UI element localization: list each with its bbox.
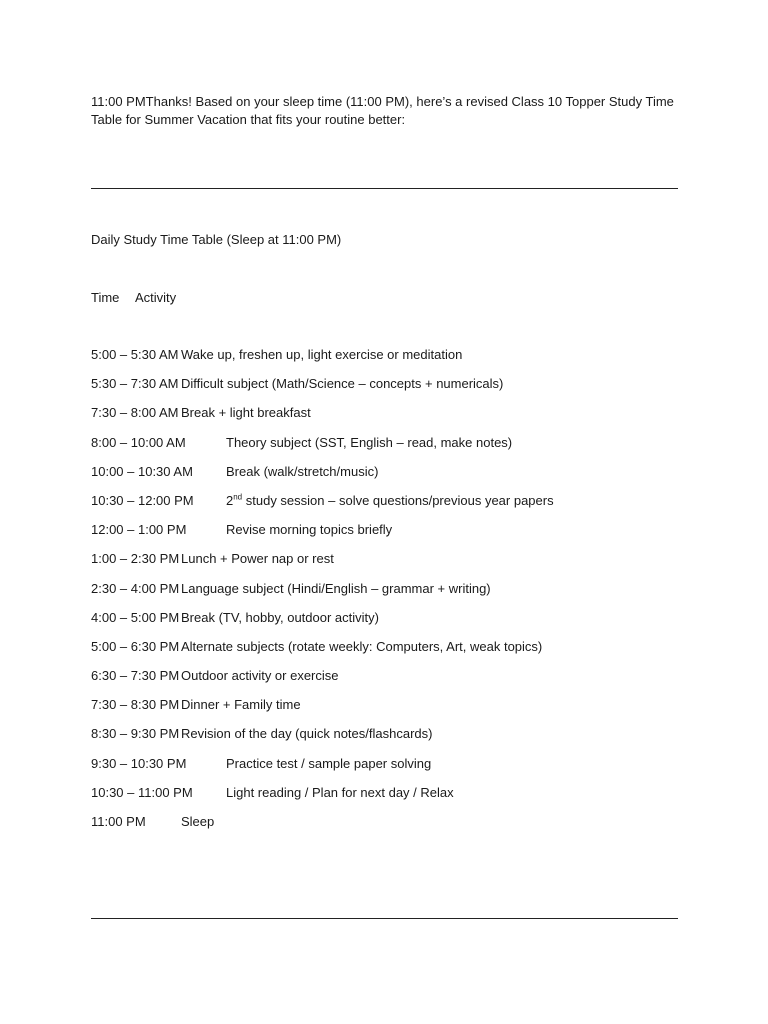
timetable-row <box>91 404 691 433</box>
row-time: 2:30 – 4:00 PM <box>91 580 180 596</box>
row-time: 5:30 – 7:30 AM <box>91 376 179 392</box>
row-time: 8:30 – 9:30 PM <box>91 726 180 742</box>
row-activity: Revision of the day (quick notes/flashcards) <box>181 726 433 742</box>
column-header-time: Time <box>91 290 120 305</box>
row-activity-ordinal-suffix: nd <box>233 492 243 502</box>
timetable-row <box>91 813 691 842</box>
row-time: 6:30 – 7:30 PM <box>91 668 180 684</box>
row-activity: Theory subject (SST, English – read, make notes) <box>226 434 513 450</box>
timetable-row <box>91 755 691 784</box>
row-time: 8:00 – 10:00 AM <box>91 434 186 450</box>
row-time: 7:30 – 8:30 PM <box>91 697 180 713</box>
timetable-row <box>91 492 691 521</box>
row-activity: Difficult subject (Math/Science – concepts + numericals) <box>181 376 504 392</box>
row-time: 10:30 – 11:00 PM <box>91 784 193 800</box>
row-activity: Outdoor activity or exercise <box>181 668 339 684</box>
timetable-row <box>91 346 691 375</box>
timetable-rows <box>91 346 691 842</box>
timetable-row <box>91 696 691 725</box>
column-header-activity: Activity <box>135 290 177 305</box>
timetable-row <box>91 725 691 754</box>
horizontal-rule-bottom <box>91 918 678 919</box>
row-activity: Dinner + Family time <box>181 697 301 713</box>
row-time: 11:00 PM <box>91 814 146 829</box>
row-activity: Revise morning topics briefly <box>226 522 393 538</box>
row-activity <box>226 492 554 510</box>
row-activity-text: study session – solve questions/previous year papers <box>242 492 554 508</box>
row-activity: Language subject (Hindi/English – grammar + writing) <box>181 580 491 596</box>
row-activity: Light reading / Plan for next day / Relax <box>226 784 454 800</box>
timetable-row <box>91 375 691 404</box>
timetable-row <box>91 580 691 609</box>
row-time: 10:30 – 12:00 PM <box>91 492 194 508</box>
timetable-row <box>91 463 691 492</box>
row-time: 1:00 – 2:30 PM <box>91 551 180 567</box>
row-time: 5:00 – 5:30 AM <box>91 347 179 362</box>
row-activity: Alternate subjects (rotate weekly: Computers, Art, weak topics) <box>181 638 543 654</box>
timetable-row <box>91 550 691 579</box>
row-activity: Lunch + Power nap or rest <box>181 551 334 567</box>
timetable-column-headers <box>91 289 176 307</box>
row-activity: Sleep <box>181 814 215 829</box>
row-activity: Break + light breakfast <box>181 405 311 421</box>
timetable-row <box>91 521 691 550</box>
row-activity: Break (TV, hobby, outdoor activity) <box>181 609 379 625</box>
row-activity: Practice test / sample paper solving <box>226 755 432 771</box>
intro-paragraph: 11:00 PMThanks! Based on your sleep time (11:00 PM), here’s a revised Class 10 Topper Study Time Table for Summer Vacation that fits your routine better: <box>91 94 674 127</box>
row-activity-ordinal: 2 <box>226 492 234 508</box>
row-activity: Break (walk/stretch/music) <box>226 463 379 479</box>
timetable-row <box>91 434 691 463</box>
row-time: 10:00 – 10:30 AM <box>91 463 193 479</box>
timetable-row <box>91 784 691 813</box>
row-time: 12:00 – 1:00 PM <box>91 522 187 538</box>
row-time: 7:30 – 8:00 AM <box>91 405 179 421</box>
row-time: 9:30 – 10:30 PM <box>91 755 187 771</box>
horizontal-rule-top <box>91 188 678 189</box>
timetable-row <box>91 609 691 638</box>
timetable-row <box>91 638 691 667</box>
row-time: 5:00 – 6:30 PM <box>91 638 180 654</box>
timetable-row <box>91 667 691 696</box>
row-activity: Wake up, freshen up, light exercise or meditation <box>181 347 463 362</box>
row-time: 4:00 – 5:00 PM <box>91 609 180 625</box>
timetable-heading: Daily Study Time Table (Sleep at 11:00 PM) <box>91 232 342 247</box>
